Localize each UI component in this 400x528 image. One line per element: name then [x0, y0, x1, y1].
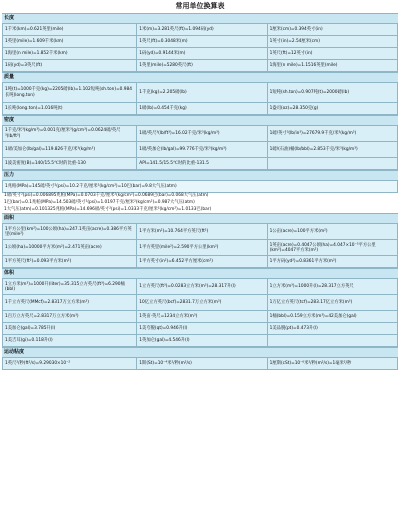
- pressure-line: 1巴(bar)=0.1兆帕(MPa)=14.503磅/英寸²(psi)=1.0197千克/厘米²(kg/cm²)=0.987大气压(atm): [2, 200, 398, 207]
- table-cell: 1立方英尺(ft³)=0.0283立方米(m³)=28.317升(l): [137, 279, 267, 295]
- density-table: [2, 125, 398, 170]
- table-cell: 1平方公里(km²)=100公顷(ha)=247.1英亩(acre)=0.386平方英里(mile²): [3, 224, 137, 240]
- table-cell: 1波美密度(B)=140/15.5℃时的比重-130: [3, 158, 137, 170]
- table-row: [3, 335, 398, 347]
- mass-table: [2, 82, 398, 115]
- table-cell: 1厘斯(cSt)=10⁻⁶米²/秒(m²/s)=1毫米²/秒: [267, 358, 397, 370]
- table-cell: 1磅(lb)=0.454千克(kg): [137, 103, 267, 115]
- section-title-pressure: 压力: [2, 170, 398, 180]
- table-cell: 1桶(bbl)=0.159立方米(m³)=42美加仑(gal): [267, 311, 397, 323]
- table-cell: 1英亩(acre)=0.4047公顷(ha)=4.047×10⁻³平方公里(km²)=4047平方米(m²): [267, 240, 397, 256]
- table-row: [3, 279, 398, 295]
- table-cell: API=141.5/15.5℃时的比重-131.5: [137, 158, 267, 170]
- table-cell: 1公顷(ha)=10000平方米(m²)=2.471英亩(acre): [3, 240, 137, 256]
- table-cell: 1平方米(m²)=10.764平方英尺(ft²): [137, 224, 267, 240]
- section-title-viscosity: 运动粘度: [2, 347, 398, 357]
- table-cell: 1英尺(ft)=12英寸(in): [267, 48, 397, 60]
- table-cell: 10亿立方英尺(bcf)=2831.7万立方米(m³): [137, 295, 267, 311]
- table-cell: 1磅/英尺³(lb/ft³)=16.02千克/米³(kg/m³): [137, 126, 267, 142]
- table-cell: 1磅/美加仑(lb/gal)=119.826千克/米³(kg/m³): [3, 142, 137, 158]
- table-cell: 1短吨(sh.ton)=0.907吨(t)=2000磅(lb): [267, 83, 397, 103]
- table-cell: 1长吨(long.ton)=1.016吨(t): [3, 103, 137, 115]
- table-cell: 1英加仑(gal)=4.546升(l): [137, 335, 267, 347]
- table-cell: [267, 158, 397, 170]
- table-cell: 1码(yd)=3英尺(ft): [3, 60, 137, 72]
- table-cell: 1千米(km)=0.621英里(mile): [3, 24, 137, 36]
- table-cell: 1磅/(石油)桶(lb/bbl)=2.853千克/米³(kg/m³): [267, 142, 397, 158]
- table-cell: 1海里(n mile)=1.852千米(km): [3, 48, 137, 60]
- table-cell: 1美夸脱(qt)=0.946升(l): [137, 323, 267, 335]
- page-title: 常用单位换算表: [175, 2, 225, 10]
- section-title-volume: 体积: [2, 268, 398, 278]
- section-title-mass: 质量: [2, 72, 398, 82]
- section-title-density: 密度: [2, 115, 398, 125]
- table-cell: 1磅/英加仑(lb/gal)=99.776千克/米³(kg/m³): [137, 142, 267, 158]
- table-row: [3, 83, 398, 103]
- table-row: [3, 358, 398, 370]
- table-cell: 1千克/米³(kg/m³)=0.001克/厘米³(g/cm³)=0.0624磅/英尺³(lb/ft³): [3, 126, 137, 142]
- area-table: [2, 223, 398, 268]
- table-row: [3, 181, 398, 193]
- table-cell: 1盎司(oz)=28.350克(g): [267, 103, 397, 115]
- table-cell: 1千克(kg)=2.205磅(lb): [137, 83, 267, 103]
- table-row: [3, 60, 398, 72]
- table-cell: 1兆帕(MPa)=145磅/英寸²(psi)=10.2千克/厘米²(kg/cm²)=10巴(bar)=9.8大气压(atm): [3, 181, 398, 193]
- section-title-length: 长度: [2, 13, 398, 23]
- table-row: [3, 36, 398, 48]
- table-cell: 1平方英里(mile²)=2.590平方公里(km²): [137, 240, 267, 256]
- table-cell: 1英亩·英尺=1234立方米(m³): [137, 311, 267, 323]
- table-cell: 1美吉耳(gi)=0.118升(l): [3, 335, 137, 347]
- table-cell: 1平方英寸(in²)=6.452平方厘米(cm²): [137, 256, 267, 268]
- table-cell: 1英里(mile)=1.609千米(km): [3, 36, 137, 48]
- table-cell: 1英里(mile)=5280英尺(ft): [137, 60, 267, 72]
- table-row: [3, 311, 398, 323]
- table-cell: 1美品脱(pt)=0.473升(l): [267, 323, 397, 335]
- table-cell: 1立方米(m³)=1000升(liter)=35.315立方英尺(ft³)=6.290桶(bbl): [3, 279, 137, 295]
- table-row: [3, 323, 398, 335]
- table-row: [3, 142, 398, 158]
- table-cell: 1平方英尺(ft²)=0.093平方米(m²): [3, 256, 137, 268]
- table-row: [3, 103, 398, 115]
- length-table: [2, 23, 398, 72]
- table-cell: 1立方米(m³)=1000升(l)=28.317立方英尺: [267, 279, 397, 295]
- table-row: [3, 126, 398, 142]
- table-cell: 1千立方英尺(MMcf)=2.8317万立方米(m³): [3, 295, 137, 311]
- table-row: [3, 256, 398, 268]
- table-row: [3, 158, 398, 170]
- table-cell: [267, 335, 397, 347]
- viscosity-table: [2, 357, 398, 370]
- pressure-line: 1大气压(atm)=0.101325兆帕(MPa)=14.696磅/英寸²(psi)=1.0333千克/厘米²(kg/cm²)=1.0133巴(bar): [2, 207, 398, 214]
- volume-table: [2, 278, 398, 347]
- table-row: [3, 224, 398, 240]
- table-cell: 1米(m)=3.281英尺(ft)=1.094码(yd): [137, 24, 267, 36]
- table-cell: 1英寸(in)=2.54厘米(cm): [267, 36, 397, 48]
- section-title-area: 面积: [2, 213, 398, 223]
- table-cell: 1码(yd)=0.9144米(m): [137, 48, 267, 60]
- table-cell: 1平方码(yd²)=0.8361平方米(m²): [267, 256, 397, 268]
- table-cell: 1吨(t)=1000千克(kg)=2205磅(lb)=1.102短吨(sh.ton)=0.984长吨(long.ton): [3, 83, 137, 103]
- table-cell: 1美加仑(gal)=3.785升(l): [3, 323, 137, 335]
- table-cell: 1万亿立方英尺(tcf)=283.17亿立方米(m³): [267, 295, 397, 311]
- table-cell: 1公亩(acre)=100平方米(m²): [267, 224, 397, 240]
- table-cell: 1厘米(cm)=0.394英寸(in): [267, 24, 397, 36]
- table-row: [3, 240, 398, 256]
- table-row: [3, 295, 398, 311]
- table-cell: 1斯(St)=10⁻⁴米²/秒(m²/s): [137, 358, 267, 370]
- pressure-line: 1磅/英寸²(psi)=0.006895兆帕(MPa)=0.0703千克/厘米²(kg/cm²)=0.0689巴(bar)=0.068大气压(atm): [2, 193, 398, 200]
- pressure-table: [2, 180, 398, 193]
- table-row: [3, 48, 398, 60]
- table-cell: 1磅/英寸³(lb/in³)=27679.9千克/米³(kg/m³): [267, 126, 397, 142]
- table-cell: 1英尺²/秒(ft²/s)=9.29030×10⁻²: [3, 358, 137, 370]
- table-cell: 1百万立方英尺=2.8317万立方米(m³): [3, 311, 137, 323]
- table-row: [3, 24, 398, 36]
- table-cell: 1英尺(ft)=0.3048米(m): [137, 36, 267, 48]
- table-cell: 1海里(n mile)=1.1516英里(mile): [267, 60, 397, 72]
